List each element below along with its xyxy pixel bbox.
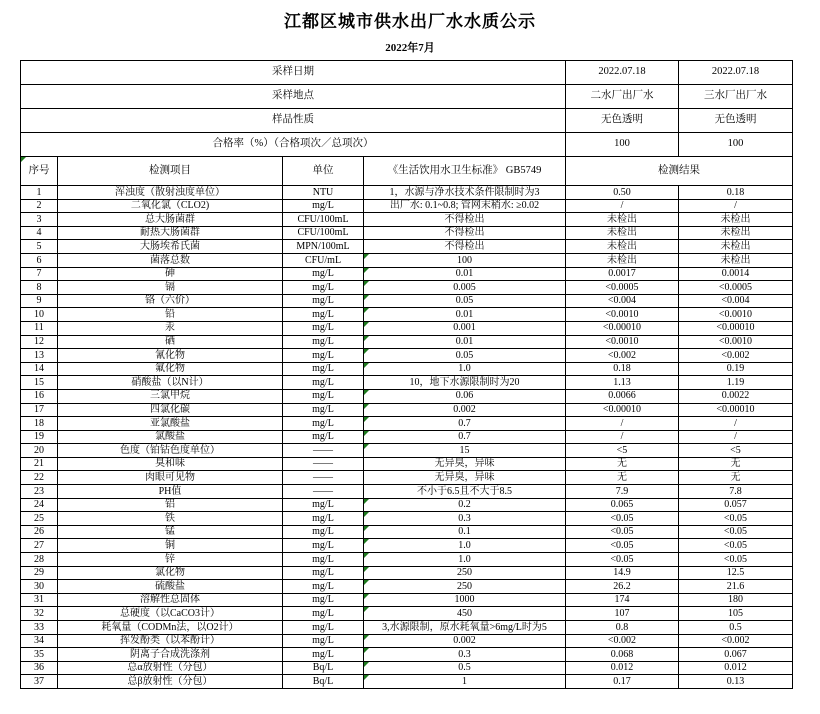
result-plant3-cell: /	[679, 417, 793, 431]
table-row	[21, 471, 793, 485]
result-plant2-cell: 未检出	[566, 253, 679, 267]
result-plant2-cell: 0.068	[566, 648, 679, 662]
standard-limit-cell: 1.0	[364, 539, 566, 553]
pass-rate-label: 合格率（%）（合格项次／总项次）	[21, 133, 566, 157]
result-plant2-cell: 0.0066	[566, 389, 679, 403]
table-row	[21, 186, 793, 200]
table-row	[21, 648, 793, 662]
result-plant3-cell: 0.0022	[679, 389, 793, 403]
result-plant2-cell: 0.065	[566, 498, 679, 512]
table-row	[21, 539, 793, 553]
row-number-cell: 1	[21, 186, 58, 200]
unit-cell: mg/L	[283, 294, 364, 308]
row-number-cell: 30	[21, 580, 58, 594]
result-plant3-cell: 0.057	[679, 498, 793, 512]
unit-cell: ——	[283, 471, 364, 485]
standard-limit-cell: 0.01	[364, 267, 566, 281]
table-row	[21, 512, 793, 526]
row-number-cell: 26	[21, 525, 58, 539]
result-plant2-cell: <0.05	[566, 553, 679, 567]
result-plant3-cell: 0.012	[679, 661, 793, 675]
test-item-cell: 氯化物	[58, 566, 283, 580]
result-plant3-cell: 未检出	[679, 213, 793, 227]
test-item-cell: 四氯化碳	[58, 403, 283, 417]
test-item-cell: 氟化物	[58, 362, 283, 376]
test-item-cell: 氰化物	[58, 349, 283, 363]
result-plant2-cell: 0.0017	[566, 267, 679, 281]
result-plant3-cell: 无	[679, 471, 793, 485]
result-plant2-cell: <0.002	[566, 349, 679, 363]
standard-limit-cell: 0.2	[364, 498, 566, 512]
table-row	[21, 457, 793, 471]
table-row	[21, 294, 793, 308]
row-number-cell: 18	[21, 417, 58, 431]
test-item-cell: 菌落总数	[58, 253, 283, 267]
standard-limit-cell: 0.5	[364, 661, 566, 675]
standard-limit-cell: 1000	[364, 593, 566, 607]
unit-cell: Bq/L	[283, 661, 364, 675]
result-plant3-cell: 0.067	[679, 648, 793, 662]
standard-limit-cell: 不得检出	[364, 240, 566, 254]
unit-cell: mg/L	[283, 593, 364, 607]
result-plant3-cell: <0.05	[679, 539, 793, 553]
result-plant2-cell: 未检出	[566, 240, 679, 254]
standard-limit-cell: 450	[364, 607, 566, 621]
row-number-cell: 27	[21, 539, 58, 553]
row-number-cell: 22	[21, 471, 58, 485]
result-plant3-cell: 未检出	[679, 226, 793, 240]
result-plant2-cell: 26.2	[566, 580, 679, 594]
test-item-cell: 锌	[58, 553, 283, 567]
sample-nature-plant2: 无色透明	[566, 109, 679, 133]
unit-cell: mg/L	[283, 539, 364, 553]
table-row	[21, 566, 793, 580]
test-item-cell: 硒	[58, 335, 283, 349]
standard-limit-cell: 0.005	[364, 281, 566, 295]
unit-cell: mg/L	[283, 308, 364, 322]
standard-limit-cell: 1	[364, 675, 566, 689]
row-number-cell: 7	[21, 267, 58, 281]
result-plant3-cell: /	[679, 430, 793, 444]
result-plant3-cell: 未检出	[679, 253, 793, 267]
row-number-cell: 28	[21, 553, 58, 567]
test-item-cell: 亚氯酸盐	[58, 417, 283, 431]
standard-limit-cell: 0.06	[364, 389, 566, 403]
test-item-cell: 氯酸盐	[58, 430, 283, 444]
result-plant3-cell: <0.05	[679, 512, 793, 526]
standard-limit-cell: 100	[364, 253, 566, 267]
test-item-cell: 肉眼可见物	[58, 471, 283, 485]
test-item-cell: 总硬度（以CaCO3计）	[58, 607, 283, 621]
test-item-cell: 浑浊度（散射浊度单位）	[58, 186, 283, 200]
table-row	[21, 199, 793, 213]
result-plant2-cell: 0.012	[566, 661, 679, 675]
result-plant3-cell: 12.5	[679, 566, 793, 580]
unit-cell: mg/L	[283, 580, 364, 594]
row-number-cell: 10	[21, 308, 58, 322]
test-item-cell: 铁	[58, 512, 283, 526]
row-number-cell: 24	[21, 498, 58, 512]
table-row	[21, 498, 793, 512]
test-item-cell: 铝	[58, 498, 283, 512]
row-number-cell: 13	[21, 349, 58, 363]
row-number-cell: 8	[21, 281, 58, 295]
result-plant3-cell: 0.18	[679, 186, 793, 200]
test-item-cell: 硫酸盐	[58, 580, 283, 594]
sampling-location-label: 采样地点	[21, 85, 566, 109]
standard-limit-cell: 0.7	[364, 417, 566, 431]
result-plant2-cell: /	[566, 199, 679, 213]
unit-cell: mg/L	[283, 281, 364, 295]
row-number-cell: 23	[21, 485, 58, 499]
unit-cell: CFU/mL	[283, 253, 364, 267]
result-plant2-cell: 7.9	[566, 485, 679, 499]
row-number-cell: 33	[21, 621, 58, 635]
row-number-cell: 9	[21, 294, 58, 308]
test-item-cell: 砷	[58, 267, 283, 281]
table-row	[21, 349, 793, 363]
unit-cell: ——	[283, 485, 364, 499]
standard-limit-cell: 0.002	[364, 403, 566, 417]
table-row	[21, 308, 793, 322]
row-number-cell: 21	[21, 457, 58, 471]
result-plant2-cell: 0.8	[566, 621, 679, 635]
result-plant2-cell: <0.004	[566, 294, 679, 308]
test-item-cell: 铅	[58, 308, 283, 322]
result-plant3-cell: 0.0014	[679, 267, 793, 281]
standard-limit-cell: 10，地下水源限制时为20	[364, 376, 566, 390]
table-row	[21, 376, 793, 390]
standard-limit-cell: 不得检出	[364, 213, 566, 227]
table-row	[21, 430, 793, 444]
unit-cell: CFU/100mL	[283, 213, 364, 227]
standard-limit-cell: 1，水源与净水技术条件限制时为3	[364, 186, 566, 200]
test-item-cell: 臭和味	[58, 457, 283, 471]
standard-limit-cell: 出厂水: 0.1~0.8; 管网末稍水: ≥0.02	[364, 199, 566, 213]
test-item-cell: 二氧化氯（CLO2)	[58, 199, 283, 213]
table-row	[21, 321, 793, 335]
standard-limit-cell: 15	[364, 444, 566, 458]
row-number-cell: 15	[21, 376, 58, 390]
row-number-cell: 20	[21, 444, 58, 458]
test-item-cell: 汞	[58, 321, 283, 335]
test-item-cell: 三氯甲烷	[58, 389, 283, 403]
standard-limit-cell: 无异臭，异味	[364, 457, 566, 471]
result-plant3-cell: <0.0010	[679, 308, 793, 322]
standard-limit-cell: 0.001	[364, 321, 566, 335]
unit-cell: ——	[283, 457, 364, 471]
row-number-cell: 4	[21, 226, 58, 240]
test-item-cell: 溶解性总固体	[58, 593, 283, 607]
result-plant2-cell: 0.18	[566, 362, 679, 376]
unit-cell: mg/L	[283, 349, 364, 363]
row-number-cell: 25	[21, 512, 58, 526]
row-number-cell: 31	[21, 593, 58, 607]
test-item-cell: 耗氧量（CODMn法，以O2计）	[58, 621, 283, 635]
result-plant3-cell: <0.0010	[679, 335, 793, 349]
table-row	[21, 580, 793, 594]
unit-cell: mg/L	[283, 321, 364, 335]
unit-cell: mg/L	[283, 648, 364, 662]
standard-limit-cell: 1.0	[364, 362, 566, 376]
result-plant3-cell: 无	[679, 457, 793, 471]
unit-cell: mg/L	[283, 512, 364, 526]
table-row	[21, 417, 793, 431]
col-header-standard: 《生活饮用水卫生标准》 GB5749	[364, 157, 566, 186]
result-plant3-cell: <0.00010	[679, 321, 793, 335]
result-plant3-cell: <0.0005	[679, 281, 793, 295]
unit-cell: mg/L	[283, 430, 364, 444]
result-plant2-cell: 0.50	[566, 186, 679, 200]
pass-rate-plant3: 100	[679, 133, 793, 157]
unit-cell: ——	[283, 444, 364, 458]
result-plant3-cell: 7.8	[679, 485, 793, 499]
row-number-cell: 37	[21, 675, 58, 689]
unit-cell: mg/L	[283, 362, 364, 376]
result-plant2-cell: 174	[566, 593, 679, 607]
standard-limit-cell: 不小于6.5且不大于8.5	[364, 485, 566, 499]
sampling-location-plant3: 三水厂出厂水	[679, 85, 793, 109]
result-plant2-cell: /	[566, 430, 679, 444]
table-row	[21, 553, 793, 567]
result-plant2-cell: 107	[566, 607, 679, 621]
result-plant3-cell: <0.05	[679, 525, 793, 539]
row-number-cell: 11	[21, 321, 58, 335]
row-number-cell: 12	[21, 335, 58, 349]
pass-rate-plant2: 100	[566, 133, 679, 157]
sampling-date-plant2: 2022.07.18	[566, 61, 679, 85]
data-rows-body	[21, 186, 793, 689]
table-row	[21, 593, 793, 607]
result-plant2-cell: <0.002	[566, 634, 679, 648]
result-plant3-cell: 未检出	[679, 240, 793, 254]
table-row	[21, 213, 793, 227]
sampling-date-label: 采样日期	[21, 61, 566, 85]
result-plant3-cell: 0.5	[679, 621, 793, 635]
unit-cell: mg/L	[283, 199, 364, 213]
result-plant3-cell: <0.05	[679, 553, 793, 567]
standard-limit-cell: 0.01	[364, 308, 566, 322]
column-header-row	[21, 157, 793, 186]
unit-cell: mg/L	[283, 566, 364, 580]
row-number-cell: 29	[21, 566, 58, 580]
table-row	[21, 403, 793, 417]
result-plant3-cell: <0.002	[679, 349, 793, 363]
standard-limit-cell: 无异臭，异味	[364, 471, 566, 485]
standard-limit-cell: 0.3	[364, 648, 566, 662]
standard-limit-cell: 0.3	[364, 512, 566, 526]
table-row	[21, 362, 793, 376]
unit-cell: mg/L	[283, 525, 364, 539]
sampling-location-plant2: 二水厂出厂水	[566, 85, 679, 109]
standard-limit-cell: 250	[364, 566, 566, 580]
row-number-cell: 5	[21, 240, 58, 254]
table-row	[21, 661, 793, 675]
test-item-cell: 大肠埃希氏菌	[58, 240, 283, 254]
standard-limit-cell: 0.002	[364, 634, 566, 648]
sampling-date-row	[21, 61, 793, 85]
table-row	[21, 485, 793, 499]
page-subtitle: 2022年7月	[385, 42, 435, 54]
test-item-cell: 总β放射性（分包）	[58, 675, 283, 689]
row-number-cell: 6	[21, 253, 58, 267]
result-plant2-cell: <0.0005	[566, 281, 679, 295]
result-plant2-cell: 0.17	[566, 675, 679, 689]
col-header-unit: 单位	[283, 157, 364, 186]
water-quality-table	[20, 60, 793, 689]
test-item-cell: 总大肠菌群	[58, 213, 283, 227]
result-plant2-cell: <0.0010	[566, 308, 679, 322]
unit-cell: mg/L	[283, 389, 364, 403]
table-row	[21, 675, 793, 689]
test-item-cell: 锰	[58, 525, 283, 539]
row-number-cell: 17	[21, 403, 58, 417]
result-plant3-cell: 1.19	[679, 376, 793, 390]
result-plant2-cell: <0.05	[566, 525, 679, 539]
row-number-cell: 3	[21, 213, 58, 227]
col-header-no: 序号	[21, 157, 58, 186]
result-plant2-cell: 14.9	[566, 566, 679, 580]
standard-limit-cell: 1.0	[364, 553, 566, 567]
table-row	[21, 267, 793, 281]
result-plant2-cell: <0.00010	[566, 321, 679, 335]
test-item-cell: 硝酸盐（以N计）	[58, 376, 283, 390]
test-item-cell: PH值	[58, 485, 283, 499]
row-number-cell: 34	[21, 634, 58, 648]
result-plant3-cell: <0.00010	[679, 403, 793, 417]
unit-cell: mg/L	[283, 553, 364, 567]
table-row	[21, 444, 793, 458]
unit-cell: CFU/100mL	[283, 226, 364, 240]
standard-limit-cell: 0.05	[364, 294, 566, 308]
sampling-location-row	[21, 85, 793, 109]
unit-cell: MPN/100mL	[283, 240, 364, 254]
unit-cell: Bq/L	[283, 675, 364, 689]
standard-limit-cell: 不得检出	[364, 226, 566, 240]
result-plant2-cell: <0.05	[566, 512, 679, 526]
row-number-cell: 35	[21, 648, 58, 662]
result-plant2-cell: 无	[566, 471, 679, 485]
row-number-cell: 2	[21, 199, 58, 213]
result-plant2-cell: 未检出	[566, 226, 679, 240]
row-number-cell: 32	[21, 607, 58, 621]
result-plant3-cell: 21.6	[679, 580, 793, 594]
unit-cell: mg/L	[283, 621, 364, 635]
result-plant3-cell: 0.19	[679, 362, 793, 376]
result-plant3-cell: <0.004	[679, 294, 793, 308]
table-row	[21, 335, 793, 349]
unit-cell: mg/L	[283, 335, 364, 349]
unit-cell: mg/L	[283, 607, 364, 621]
table-row	[21, 253, 793, 267]
unit-cell: mg/L	[283, 634, 364, 648]
row-number-cell: 14	[21, 362, 58, 376]
standard-limit-cell: 250	[364, 580, 566, 594]
sample-nature-plant3: 无色透明	[679, 109, 793, 133]
standard-limit-cell: 0.05	[364, 349, 566, 363]
row-number-cell: 19	[21, 430, 58, 444]
result-plant3-cell: 0.13	[679, 675, 793, 689]
unit-cell: mg/L	[283, 267, 364, 281]
table-row	[21, 281, 793, 295]
unit-cell: mg/L	[283, 417, 364, 431]
result-plant3-cell: <5	[679, 444, 793, 458]
result-plant3-cell: <0.002	[679, 634, 793, 648]
table-row	[21, 607, 793, 621]
result-plant2-cell: 1.13	[566, 376, 679, 390]
standard-limit-cell: 0.1	[364, 525, 566, 539]
test-item-cell: 铬（六价）	[58, 294, 283, 308]
page-title: 江都区城市供水出厂水水质公示	[284, 12, 536, 31]
row-number-cell: 16	[21, 389, 58, 403]
test-item-cell: 阴离子合成洗涤剂	[58, 648, 283, 662]
sample-nature-label: 样品性质	[21, 109, 566, 133]
table-row	[21, 634, 793, 648]
table-row	[21, 240, 793, 254]
unit-cell: mg/L	[283, 498, 364, 512]
col-header-item: 检测项目	[58, 157, 283, 186]
table-row	[21, 621, 793, 635]
result-plant2-cell: <0.05	[566, 539, 679, 553]
test-item-cell: 总α放射性（分包）	[58, 661, 283, 675]
col-header-result: 检测结果	[566, 157, 793, 186]
unit-cell: mg/L	[283, 376, 364, 390]
result-plant2-cell: <0.00010	[566, 403, 679, 417]
test-item-cell: 挥发酚类（以苯酚计）	[58, 634, 283, 648]
result-plant2-cell: 未检出	[566, 213, 679, 227]
test-item-cell: 铜	[58, 539, 283, 553]
sample-nature-row	[21, 109, 793, 133]
test-item-cell: 耐热大肠菌群	[58, 226, 283, 240]
test-item-cell: 镉	[58, 281, 283, 295]
standard-limit-cell: 0.01	[364, 335, 566, 349]
sampling-date-plant3: 2022.07.18	[679, 61, 793, 85]
row-number-cell: 36	[21, 661, 58, 675]
table-row	[21, 389, 793, 403]
result-plant3-cell: /	[679, 199, 793, 213]
result-plant2-cell: <5	[566, 444, 679, 458]
standard-limit-cell: 0.7	[364, 430, 566, 444]
unit-cell: NTU	[283, 186, 364, 200]
test-item-cell: 色度（铂钴色度单位）	[58, 444, 283, 458]
unit-cell: mg/L	[283, 403, 364, 417]
result-plant2-cell: /	[566, 417, 679, 431]
table-row	[21, 525, 793, 539]
table-row	[21, 226, 793, 240]
result-plant2-cell: 无	[566, 457, 679, 471]
result-plant3-cell: 180	[679, 593, 793, 607]
result-plant3-cell: 105	[679, 607, 793, 621]
standard-limit-cell: 3,水源限制，原水耗氧量>6mg/L时为5	[364, 621, 566, 635]
result-plant2-cell: <0.0010	[566, 335, 679, 349]
pass-rate-row	[21, 133, 793, 157]
